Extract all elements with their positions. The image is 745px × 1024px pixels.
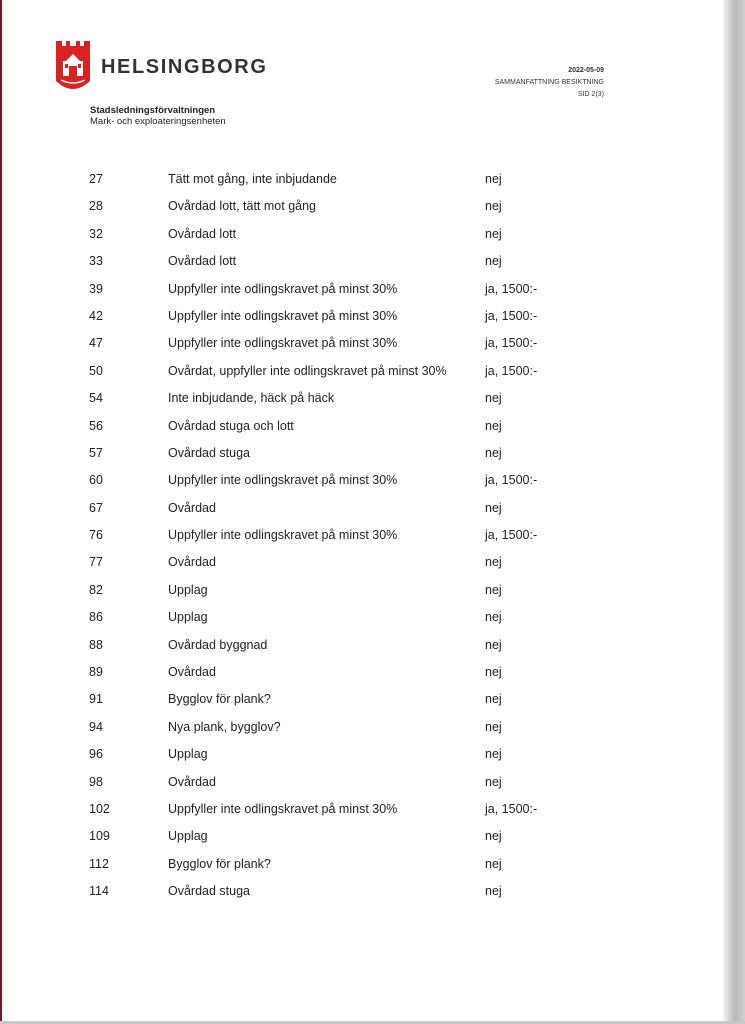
list-item [0, 525, 745, 552]
lot-number: 50 [89, 363, 103, 378]
fee-answer: nej [485, 226, 502, 241]
list-item [0, 279, 745, 306]
list-item [0, 333, 745, 360]
lot-number: 28 [89, 199, 103, 214]
lot-number: 76 [89, 528, 103, 543]
lot-remark: Ovårdat, uppfyller inte odlingskravet på minst 30% [168, 363, 447, 378]
list-item [0, 744, 745, 771]
lot-remark: Inte inbjudande, häck på häck [168, 391, 335, 406]
fee-answer: nej [485, 582, 502, 597]
fee-answer: nej [485, 665, 502, 680]
lot-remark: Uppfyller inte odlingskravet på minst 30% [168, 308, 398, 323]
fee-answer: nej [485, 692, 502, 707]
lot-number: 42 [89, 308, 103, 323]
fee-answer: nej [485, 199, 502, 214]
fee-answer: nej [485, 747, 502, 762]
lot-remark: Ovårdad stuga och lott [168, 418, 294, 433]
lot-number: 54 [89, 391, 103, 406]
fee-answer: nej [485, 610, 502, 625]
document-meta [495, 65, 604, 101]
list-item [0, 552, 745, 579]
lot-number: 67 [89, 500, 103, 515]
lot-remark: Uppfyller inte odlingskravet på minst 30% [168, 801, 398, 816]
lot-number: 86 [89, 610, 103, 625]
fee-answer: ja, 1500:- [485, 473, 538, 488]
fee-answer: nej [485, 391, 502, 406]
list-item [0, 689, 745, 716]
fee-answer: nej [485, 172, 502, 186]
lot-remark: Ovårdad lott, tätt mot gång [168, 199, 316, 214]
lot-remark: Ovårdad [168, 774, 216, 789]
fee-answer: ja, 1500:- [485, 281, 538, 296]
lot-remark: Ovårdad [168, 665, 216, 680]
lot-remark: Uppfyller inte odlingskravet på minst 30% [168, 473, 398, 488]
lot-number: 94 [89, 719, 103, 734]
lot-number: 39 [89, 281, 103, 296]
lot-number: 89 [89, 665, 103, 680]
list-item [0, 826, 745, 853]
lot-number: 109 [89, 829, 110, 844]
list-item [0, 881, 745, 908]
lot-remark: Uppfyller inte odlingskravet på minst 30% [168, 281, 398, 296]
organization-unit: Mark- och exploateringsenheten [90, 116, 226, 127]
lot-number: 47 [89, 336, 103, 351]
lot-remark: Nya plank, bygglov? [168, 719, 281, 734]
lot-number: 112 [89, 856, 109, 871]
fee-answer: nej [485, 719, 502, 734]
list-item [0, 443, 745, 470]
list-item [0, 416, 745, 443]
lot-number: 98 [89, 774, 103, 789]
list-item [0, 306, 745, 333]
lot-number: 96 [89, 747, 103, 762]
lot-remark: Upplag [168, 610, 208, 625]
fee-answer: ja, 1500:- [485, 308, 538, 323]
lot-number: 33 [89, 254, 103, 269]
list-item [0, 607, 745, 634]
list-item [0, 169, 745, 196]
list-item [0, 799, 745, 826]
list-item [0, 361, 745, 388]
lot-number: 88 [89, 637, 103, 652]
fee-answer: ja, 1500:- [485, 363, 538, 378]
lot-number: 56 [89, 418, 103, 433]
lot-number: 60 [89, 473, 103, 488]
fee-answer: nej [485, 418, 502, 433]
lot-number: 102 [89, 801, 110, 816]
list-item [0, 772, 745, 799]
lot-number: 82 [89, 582, 103, 597]
list-item [0, 662, 745, 689]
organization-name: Stadsledningsförvaltningen [90, 105, 216, 116]
lot-number: 32 [89, 226, 103, 241]
lot-remark: Ovårdad lott [168, 254, 237, 269]
list-item [0, 580, 745, 607]
fee-answer: nej [485, 856, 502, 871]
lot-remark: Bygglov för plank? [168, 692, 271, 707]
lot-number: 77 [89, 555, 103, 570]
lot-remark: Uppfyller inte odlingskravet på minst 30% [168, 336, 398, 351]
list-item [0, 224, 745, 251]
fee-answer: nej [485, 774, 502, 789]
fee-answer: nej [485, 445, 502, 460]
lot-remark: Ovårdad [168, 500, 216, 515]
list-item [0, 251, 745, 278]
fee-answer: ja, 1500:- [485, 336, 538, 351]
lot-number: 91 [89, 692, 103, 707]
fee-answer: ja, 1500:- [485, 801, 538, 816]
inspection-list [0, 169, 745, 909]
list-item [0, 470, 745, 497]
lot-remark: Ovårdad [168, 555, 216, 570]
lot-remark: Ovårdad stuga [168, 445, 250, 460]
lot-number: 27 [89, 172, 103, 186]
lot-number: 114 [89, 884, 109, 899]
fee-answer: nej [485, 254, 502, 269]
lot-remark: Tätt mot gång, inte inbjudande [168, 172, 337, 186]
fee-answer: nej [485, 555, 502, 570]
fee-answer: ja, 1500:- [485, 528, 538, 543]
list-item [0, 635, 745, 662]
lot-remark: Upplag [168, 582, 208, 597]
lot-remark: Uppfyller inte odlingskravet på minst 30% [168, 528, 398, 543]
helsingborg-crest-logo [56, 41, 90, 94]
fee-answer: nej [485, 884, 502, 899]
page-indicator: SID 2(3) [577, 91, 604, 98]
fee-answer: nej [485, 829, 502, 844]
list-item [0, 854, 745, 881]
lot-remark: Upplag [168, 829, 208, 844]
fee-answer: nej [485, 637, 502, 652]
list-item [0, 498, 745, 525]
document-title: SAMMANFATTNING BESIKTNING [494, 79, 604, 86]
lot-remark: Ovårdad byggnad [168, 637, 268, 652]
list-item [0, 196, 745, 223]
list-item [0, 388, 745, 415]
lot-remark: Bygglov för plank? [168, 856, 271, 871]
brand-wordmark: HELSINGBORG [101, 56, 268, 78]
lot-remark: Ovårdad stuga [168, 884, 250, 899]
fee-answer: nej [485, 500, 502, 515]
lot-remark: Ovårdad lott [168, 226, 237, 241]
document-date: 2022-05-09 [568, 67, 604, 74]
lot-number: 57 [89, 445, 103, 460]
lot-remark: Upplag [168, 747, 208, 762]
list-item [0, 717, 745, 744]
